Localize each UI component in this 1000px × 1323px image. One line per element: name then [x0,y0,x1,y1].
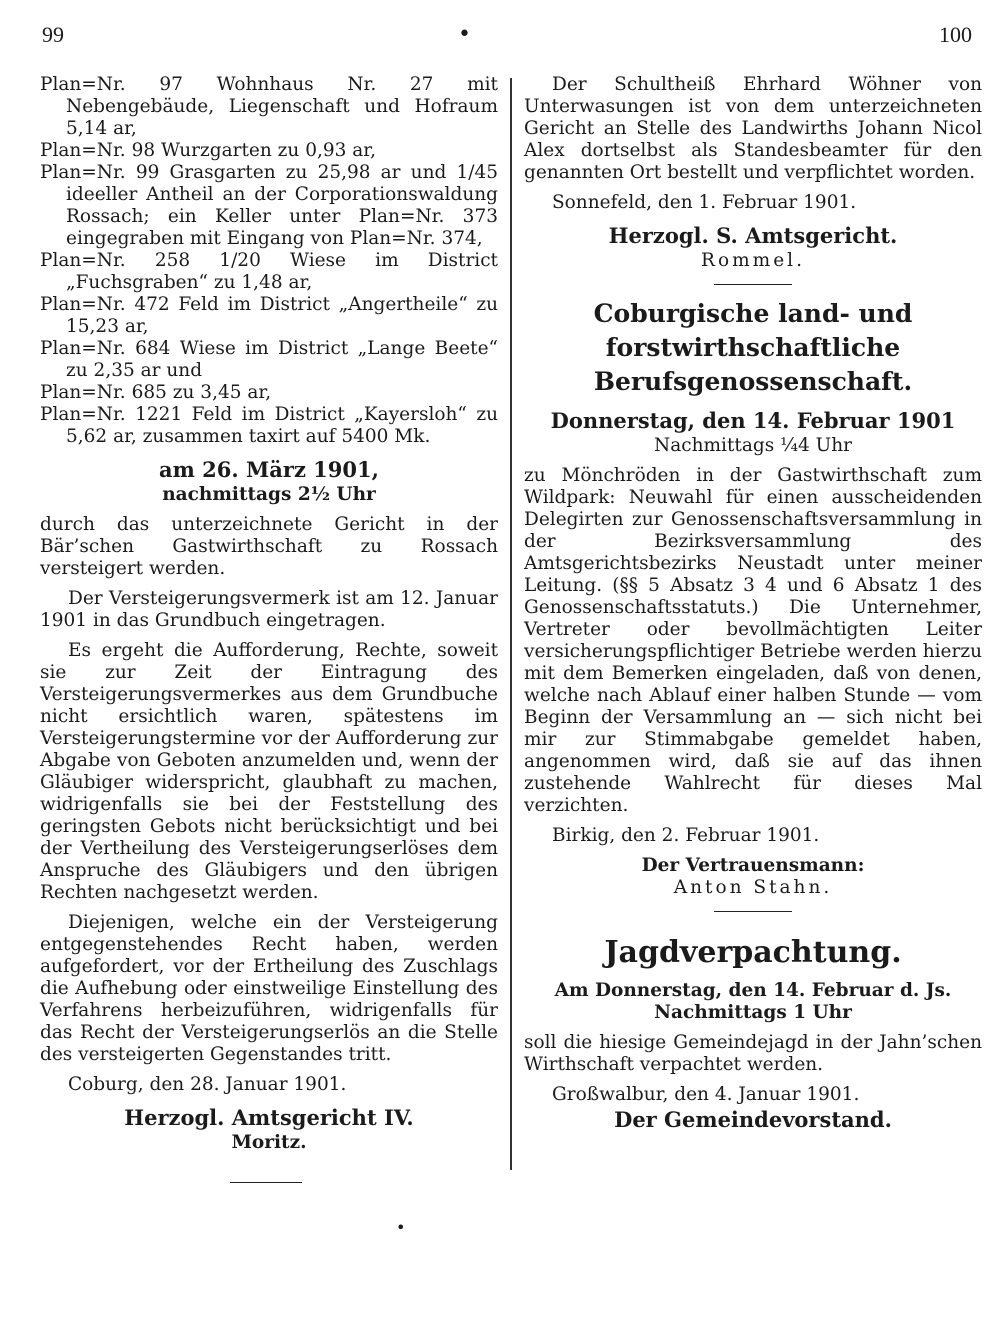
center-mark: • [458,22,471,47]
paragraph: durch das unterzeichnete Gericht in der Bär’schen Gastwirthschaft zu Rossach versteigert werden. [40,514,498,579]
separator-rule [714,284,792,285]
bottom-mark: • [396,1218,406,1237]
column-divider [510,78,512,1170]
lease-time: Nachmittags 1 Uhr [654,1002,852,1023]
signer: Moritz. [231,1132,307,1153]
court-name: Herzogl. S. Amtsgericht. [608,223,898,248]
paragraph: soll die hiesige Gemeindejagd in der Jahn’schen Wirthschaft verpachtet werden. [524,1032,982,1075]
place-date: Coburg, den 28. Januar 1901. [68,1074,347,1095]
plot-entry: Plan=Nr. 685 zu 3,45 ar, [40,382,272,403]
right-column [524,74,982,1134]
page-number-left: 99 [42,22,64,47]
meeting-date: Donnerstag, den 14. Februar 1901 [550,408,956,433]
plot-entry: Plan=Nr. 684 Wiese im District „Lange Beete“ zu 2,35 ar und [40,338,498,381]
separator-rule [230,1182,302,1183]
paragraph: Der Schultheiß Ehrhard Wöhner von Unterwasungen ist von dem unterzeichneten Gericht an Stelle des Landwirths Johann Nicol Alex dortselbst als Standesbeamter für den genannten Ort bestellt und verpflichtet worden. [524,74,982,183]
court-name: Herzogl. Amtsgericht IV. [124,1105,414,1130]
auction-time: nachmittags 2½ Uhr [162,484,376,505]
signer: Rommel. [701,250,805,271]
place-date: Großwalbur, den 4. Januar 1901. [552,1084,860,1105]
plot-entry: Plan=Nr. 258 1/20 Wiese im District „Fuchsgraben“ zu 1,48 ar, [40,250,498,293]
signer-role: Der Vertrauensmann: [641,855,865,876]
place-date: Birkig, den 2. Februar 1901. [552,825,820,846]
plot-entry: Plan=Nr. 97 Wohnhaus Nr. 27 mit Nebengebäude, Liegenschaft und Hofraum 5,14 ar, [40,74,498,139]
separator-rule [714,911,792,912]
notice-title: Jagdverpachtung. [604,935,902,970]
lease-date: Am Donnerstag, den 14. Februar d. Js. [554,980,952,1001]
signer: Anton Stahn. [673,877,833,898]
plot-entry: Plan=Nr. 1221 Feld im District „Kayersloh“ zu 5,62 ar, zusammen taxirt auf 5400 Mk. [40,404,498,447]
paragraph: Diejenigen, welche ein der Versteigerung entgegenstehendes Recht haben, werden aufgefordert, vor der Ertheilung des Zuschlags die Aufhebung oder einstweilige Einstellung des Verfahrens herbeizuführen, widrigenfalls für das Recht der Versteigerungserlös an die Stelle des versteigerten Gegenstandes tritt. [40,912,498,1065]
plot-entry: Plan=Nr. 472 Feld im District „Angertheile“ zu 15,23 ar, [40,294,498,337]
place-date: Sonnefeld, den 1. Februar 1901. [552,192,857,213]
plot-entry: Plan=Nr. 98 Wurzgarten zu 0,93 ar, [40,140,376,161]
page-number-right: 100 [939,22,972,47]
paragraph: Der Versteigerungsvermerk ist am 12. Januar 1901 in das Grundbuch eingetragen. [40,588,498,631]
paragraph: zu Mönchröden in der Gastwirthschaft zum Wildpark: Neuwahl für einen ausscheidenden Delegirten zur Genossenschaftsversammlung in der Bezirksversammlung des Amtsgerichtsbezirks Neustadt unter meiner Leitung. (§§ 5 Absatz 3 4 und 6 Absatz 1 des Genossenschaftsstatuts.) Die Unternehmer, Vertreter oder bevollmächtigten Leiter versicherungspflichtiger Betriebe werden hierzu mit dem Bemerken eingeladen, daß von denen, welche nach Ablauf einer halben Stunde — vom Beginn der Versammlung an — sich nicht bei mir zur Stimmabgabe gemeldet haben, angenommen wird, daß sie auf das ihnen zustehende Wahlrecht für dieses Mal verzichten. [524,465,982,816]
auction-date: am 26. März 1901, [159,457,379,482]
signer: Der Gemeindevorstand. [614,1107,892,1132]
notice-title: Coburgische land- und forstwirthschaftliche Berufsgenossenschaft. [593,299,913,396]
meeting-time: Nachmittags ¼4 Uhr [654,435,852,456]
plot-entry: Plan=Nr. 99 Grasgarten zu 25,98 ar und 1/45 ideeller Antheil an der Corporationswaldung Rossach; ein Keller unter Plan=Nr. 373 eingegraben mit Eingang von Plan=Nr. 374, [40,162,498,249]
paragraph: Es ergeht die Aufforderung, Rechte, soweit sie zur Zeit der Eintragung des Versteigerungsvermerkes aus dem Grundbuche nicht ersichtlich waren, spätestens im Versteigerungstermine vor der Aufforderung zur Abgabe von Geboten anzumelden und, wenn der Gläubiger widerspricht, glaubhaft zu machen, widrigenfalls sie bei der Feststellung des geringsten Gebots nicht berücksichtigt und bei der Vertheilung des Versteigerungserlöses dem Anspruche des Gläubigers und den übrigen Rechten nachgesetzt werden. [40,640,498,903]
left-column [40,74,498,1183]
